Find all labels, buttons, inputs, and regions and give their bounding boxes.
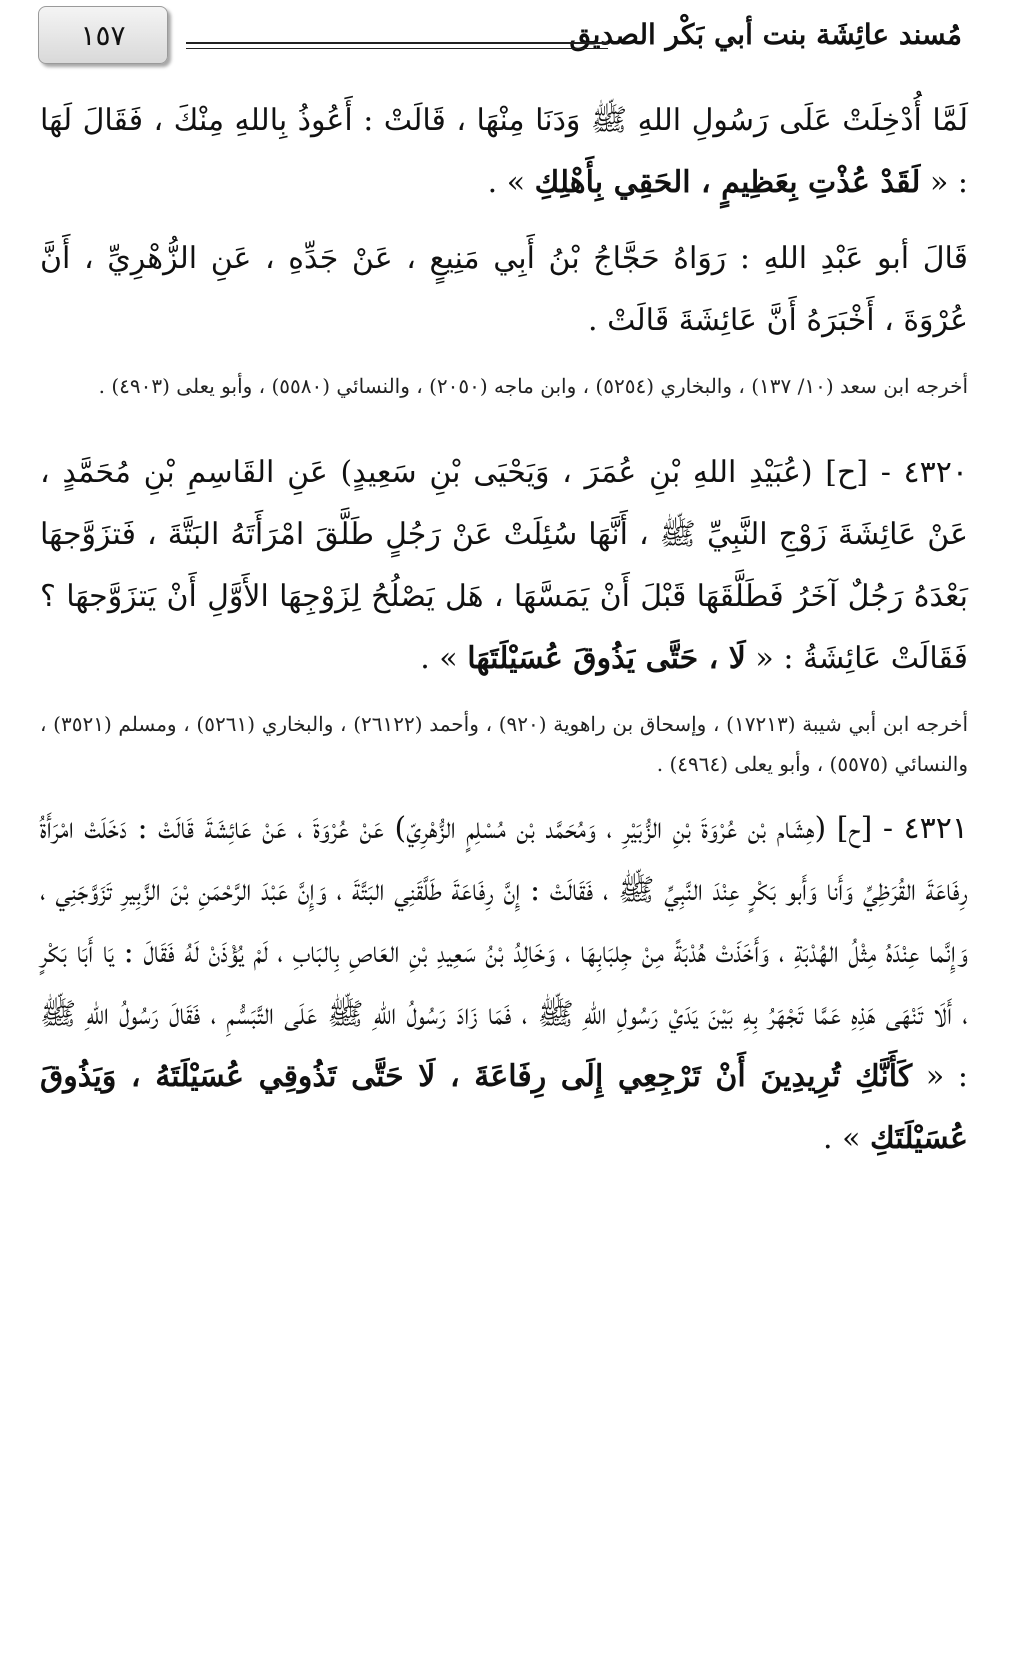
page-number: ١٥٧	[38, 6, 168, 64]
prophet-quote: لَقَدْ عُذْتِ بِعَظِيمٍ ، الحَقِي بِأَهْلِكِ	[534, 165, 921, 200]
hadith-text-1: لَمَّا أُدْخِلَتْ عَلَى رَسُولِ اللهِ ﷺ وَدَنَا مِنْهَا ، قَالَتْ : أَعُوذُ بِاللهِ مِنْكَ ، فَقَالَ لَهَا : « لَقَدْ عُذْتِ بِعَظِيمٍ ، الحَقِي بِأَهْلِكِ » .	[40, 103, 968, 200]
header-rule	[186, 42, 608, 49]
footnote-2: أخرجه ابن أبي شيبة (١٧٢١٣) ، وإسحاق بن راهوية (٩٢٠) ، وأحمد (٢٦١٢٢) ، والبخاري (٥٢٦١) ، ومسلم (٣٥٢١) ، والنسائي (٥٥٧٥) ، وأبو يعلى (٤٩٦٤) .	[40, 712, 969, 776]
aisha-quote: لَا ، حَتَّى يَذُوقَ عُسَيْلَتَهَا	[467, 641, 746, 676]
page-body	[40, 90, 968, 1170]
page-header	[36, 6, 966, 70]
hadith-4320: ٤٣٢٠ - [ح] (عُبَيْدِ اللهِ بْنِ عُمَرَ ، وَيَحْيَى بْنِ سَعِيدٍ) عَنِ القَاسِمِ بْنِ مُحَمَّدٍ ، عَنْ عَائِشَةَ زَوْجِ النَّبِيِّ ﷺ ، أَنَّهَا سُئِلَتْ عَنْ رَجُلٍ طَلَّقَ امْرَأَتَهُ البَتَّةَ ، فَتزَوَّجهَا بَعْدَهُ رَجُلٌ آخَرُ فَطَلَّقَهَا قَبْلَ أَنْ يَمَسَّهَا ، هَل يَصْلُحُ لِزَوْجِهَا الأَوَّلِ أَنْ يَتزَوَّجهَا ؟ فَقَالَتْ عَائِشَةُ : « لَا ، حَتَّى يَذُوقَ عُسَيْلَتَهَا » .	[40, 455, 968, 676]
narration-note: قَالَ أبو عَبْدِ اللهِ : رَوَاهُ حَجَّاجُ بْنُ أَبِي مَنِيعٍ ، عَنْ جَدِّهِ ، عَنِ الزُّهْرِيِّ ، أَنَّ عُرْوَةَ ، أَخْبَرَهُ أَنَّ عَائِشَةَ قَالَتْ .	[40, 241, 968, 338]
hadith-4321: ٤٣٢١ - [ح] (هِشَام بْن عُرْوَةَ بْنِ الزُّبَيْرِ ، وَمُحَمَّد بْن مُسْلِمٍ الزُّهْرِيّ) عَنْ عُرْوَةَ ، عَنْ عَائِشَةَ قَالَتْ : دَخَلَتْ امْرَأَةُ رِفَاعَةَ القُرَظِيِّ وَأَنا وَأَبو بَكْرٍ عِنْدَ النَّبِيِّ ﷺ ، فَقَالَتْ : إِنَّ رِفَاعَةَ طَلَّقَنِي البَتَّةَ ، وَإِنَّ عَبْدَ الرَّحْمَنِ بْنَ الزَّبِيرِ تَزَوَّجَنِي ، وَإِنَّما عِنْدَهُ مِثْلُ الهُدْبَةِ ، وَأَخَذَتْ هُدْبَةً مِنْ جِلبَابِهَا ، وَخَالِدُ بْنُ سَعِيدِ بْنِ العَاصِ بِالبَابِ ، لَمْ يُؤْذَنْ لَهُ فَقَالَ : يَا أَبَا بَكْرٍ ، أَلَا تَنْهَى هَذِهِ عَمَّا تَجْهَرُ بِهِ بَيْنَ يَدَيْ رَسُولِ اللهِ ﷺ ، فَمَا زَادَ رَسُولُ اللهِ ﷺ عَلَى التَّبَسُّمِ ، فَقَالَ رَسُولُ اللهِ ﷺ : « كَأَنَّكِ تُرِيدِينَ أَنْ تَرْجِعِي إِلَى رِفَاعَةَ ، لَا حَتَّى تَذُوقِي عُسَيْلَتَهُ ، وَيَذُوقَ عُسَيْلَتَكِ » .	[40, 811, 968, 1156]
page-title: مُسند عائِشَة بنت أبي بَكْر الصديق	[569, 18, 962, 51]
prophet-quote-2: كَأَنَّكِ تُرِيدِينَ أَنْ تَرْجِعِي إِلَى رِفَاعَةَ ، لَا حَتَّى تَذُوقِي عُسَيْلَتَهُ ، وَيَذُوقَ عُسَيْلَتَكِ	[40, 1059, 968, 1156]
footnote-1: أخرجه ابن سعد (١٠/ ١٣٧) ، والبخاري (٥٢٥٤) ، وابن ماجه (٢٠٥٠) ، والنسائي (٥٥٨٠) ، وأبو يعلى (٤٩٠٣) .	[98, 374, 968, 398]
